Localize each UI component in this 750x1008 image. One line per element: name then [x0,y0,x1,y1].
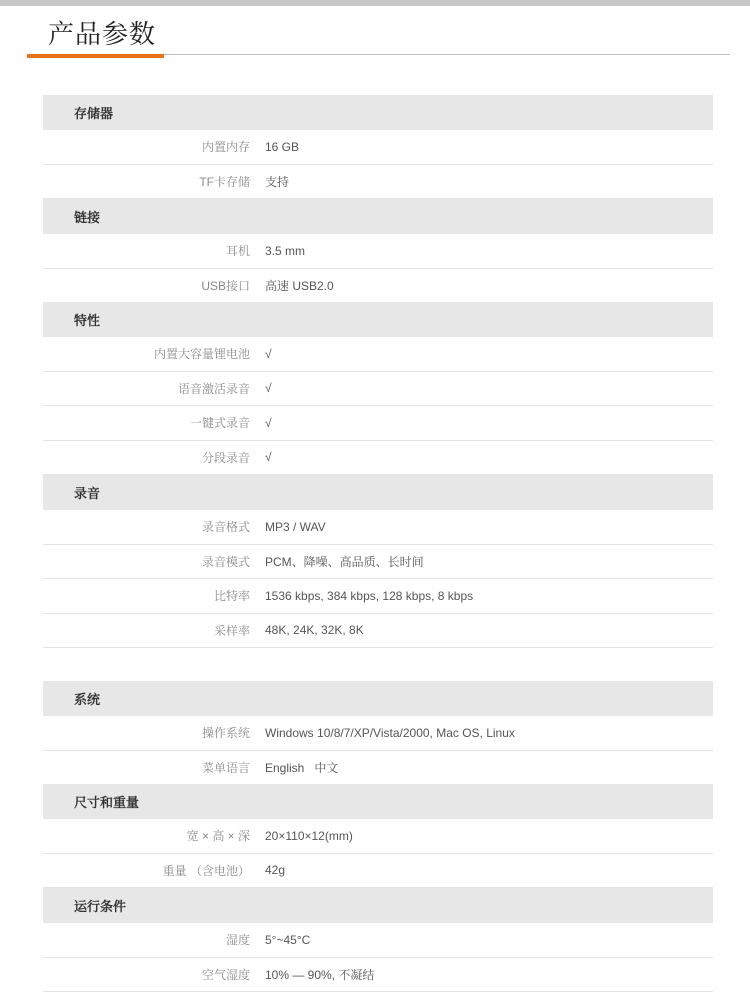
spec-row [43,165,713,200]
spec-value: 10% — 90%, 不凝结 [265,967,375,982]
spec-label: USB接口 [201,278,250,293]
spec-row [43,406,713,441]
top-border [0,0,750,6]
spec-row [43,819,713,854]
spec-value: MP3 / WAV [265,519,326,534]
section-header: 录音 [43,475,713,510]
spec-row [43,579,713,614]
spec-label: 宽 × 高 × 深 [186,829,250,844]
spec-label: TF卡存储 [199,174,250,189]
spec-row [43,337,713,372]
spec-value: 3.5 mm [265,243,306,258]
spec-row [43,269,713,304]
spec-label: 重量 （含电池） [162,863,250,878]
spec-value: 5°~45°C [265,932,311,947]
spec-label: 操作系统 [201,726,250,741]
spec-row [43,510,713,545]
spec-label: 耳机 [225,244,250,259]
section-header: 链接 [43,199,713,234]
section-header: 运行条件 [43,888,713,923]
spec-row [43,614,713,649]
section-header: 系统 [43,681,713,716]
title-accent-bar [27,54,164,58]
spec-row [43,716,713,751]
section-header: 存储器 [43,95,713,130]
spec-value: 42g [265,863,286,878]
spec-label: 比特率 [213,589,250,604]
spec-value: 48K, 24K, 32K, 8K [265,623,364,638]
spec-row [43,545,713,580]
spec-value: English 中文 [265,760,339,775]
spec-value: 高速 USB2.0 [265,278,334,293]
spec-label: 菜单语言 [201,760,250,775]
spec-label: 一键式录音 [189,416,250,431]
spec-value: 支持 [265,174,290,189]
spec-group-recording [43,475,713,648]
section-header: 尺寸和重量 [43,784,713,819]
spec-label: 空气湿度 [201,967,250,982]
spec-label: 湿度 [225,933,250,948]
spec-label: 内置内存 [201,140,250,155]
spec-row [43,130,713,165]
spec-value: 1536 kbps, 384 kbps, 128 kbps, 8 kbps [265,588,474,603]
spec-group-storage [43,95,713,199]
spec-row [43,923,713,958]
spec-label: 语音激活录音 [177,381,250,396]
spec-row [43,751,713,786]
spec-group-features [43,302,713,475]
spec-value: √ [265,381,272,396]
spec-group-operating-conditions [43,888,713,992]
spec-group-connection [43,199,713,303]
spec-value: √ [265,450,272,465]
spec-value: √ [265,415,272,430]
spec-group-system [43,681,713,785]
spec-row [43,441,713,476]
spec-group-size-weight [43,784,713,888]
spec-value: 16 GB [265,139,300,154]
spec-value: √ [265,346,272,361]
spec-value: PCM、降噪、高品质、长时间 [265,554,424,569]
spec-row [43,854,713,889]
spec-row [43,372,713,407]
spec-value: Windows 10/8/7/XP/Vista/2000, Mac OS, Linux [265,725,515,740]
spec-label: 录音模式 [201,554,250,569]
page-title: 产品参数 [48,19,157,49]
section-header: 特性 [43,302,713,337]
spec-label: 录音格式 [201,520,250,535]
spec-row [43,958,713,993]
spec-row [43,234,713,269]
spec-label: 内置大容量锂电池 [153,347,250,362]
spec-label: 分段录音 [201,450,250,465]
spec-value: 20×110×12(mm) [265,828,353,843]
spec-label: 采样率 [213,623,250,638]
